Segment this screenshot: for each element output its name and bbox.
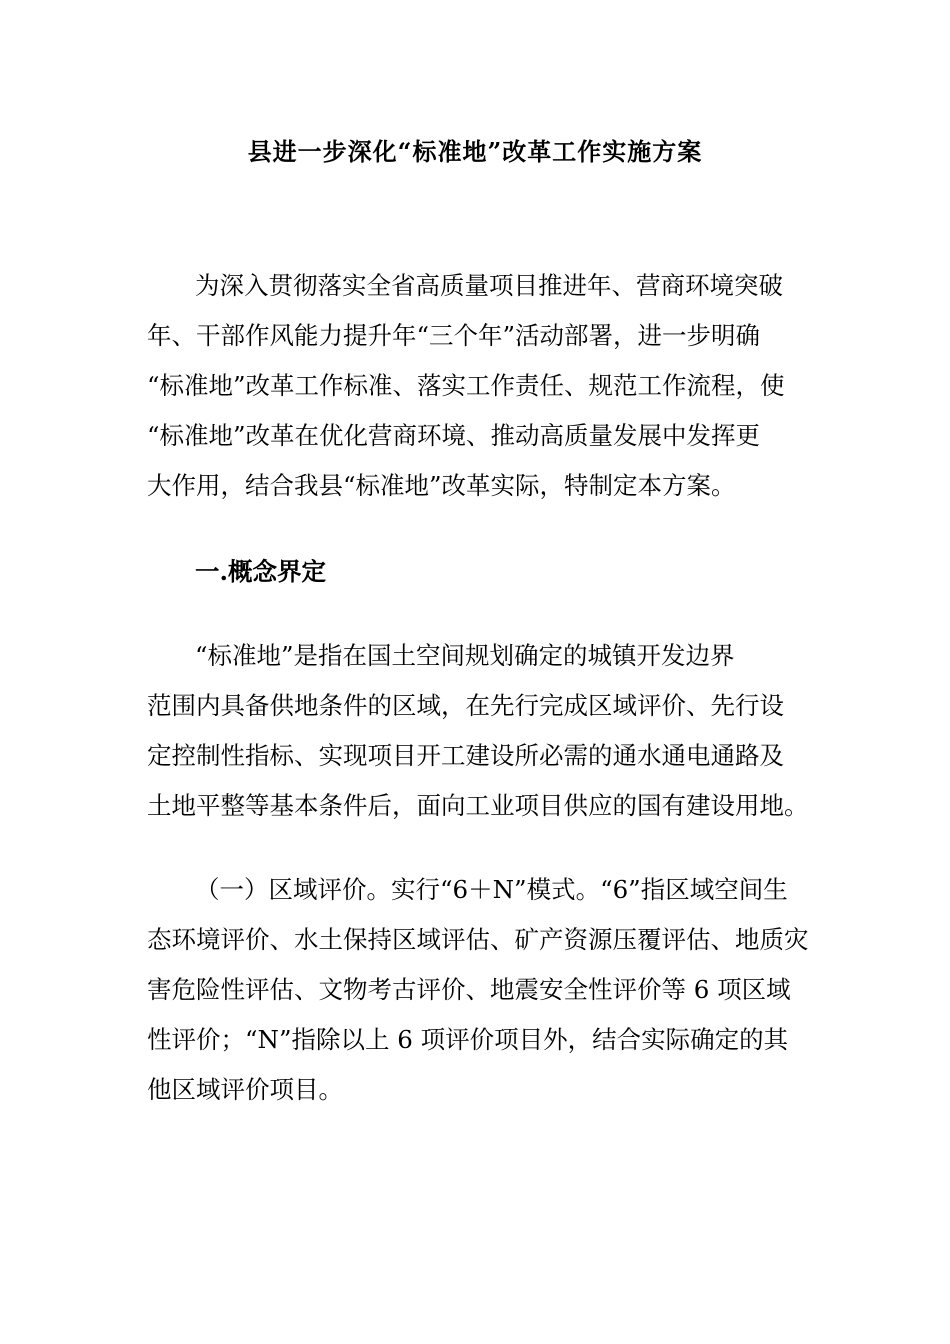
paragraph-regional-evaluation-line: 态环境评价、水土保持区域评估、矿产资源压覆评估、地质灾 xyxy=(147,925,809,954)
paragraph-definition-line: “标准地”是指在国土空间规划确定的城镇开发边界 xyxy=(195,641,735,670)
paragraph-regional-evaluation-line: （一）区域评价。实行“6＋N”模式。“6”指区域空间生 xyxy=(195,875,788,904)
paragraph-intro-line: 年、干部作风能力提升年“三个年”活动部署，进一步明确 xyxy=(147,321,761,350)
paragraph-definition-line: 土地平整等基本条件后，面向工业项目供应的国有建设用地。 xyxy=(147,791,809,820)
paragraph-intro-line: “标准地”改革在优化营商环境、推动高质量发展中发挥更 xyxy=(147,421,761,450)
paragraph-definition-line: 范围内具备供地条件的区域，在先行完成区域评价、先行设 xyxy=(147,691,784,720)
paragraph-intro-line: 为深入贯彻落实全省高质量项目推进年、营商环境突破 xyxy=(195,271,783,300)
document-title: 县进一步深化“标准地”改革工作实施方案 xyxy=(247,137,703,166)
paragraph-regional-evaluation-line: 他区域评价项目。 xyxy=(147,1075,343,1104)
paragraph-definition-line: 定控制性指标、实现项目开工建设所必需的通水通电通路及 xyxy=(147,741,784,770)
paragraph-intro-line: “标准地”改革工作标准、落实工作责任、规范工作流程，使 xyxy=(147,371,785,400)
paragraph-intro-line: 大作用，结合我县“标准地”改革实际，特制定本方案。 xyxy=(147,471,736,500)
paragraph-regional-evaluation-line: 害危险性评估、文物考古评价、地震安全性评价等 6 项区域 xyxy=(147,975,791,1004)
section-heading-concept: 一.概念界定 xyxy=(195,557,327,586)
paragraph-regional-evaluation-line: 性评价；“N”指除以上 6 项评价项目外，结合实际确定的其 xyxy=(147,1025,789,1054)
